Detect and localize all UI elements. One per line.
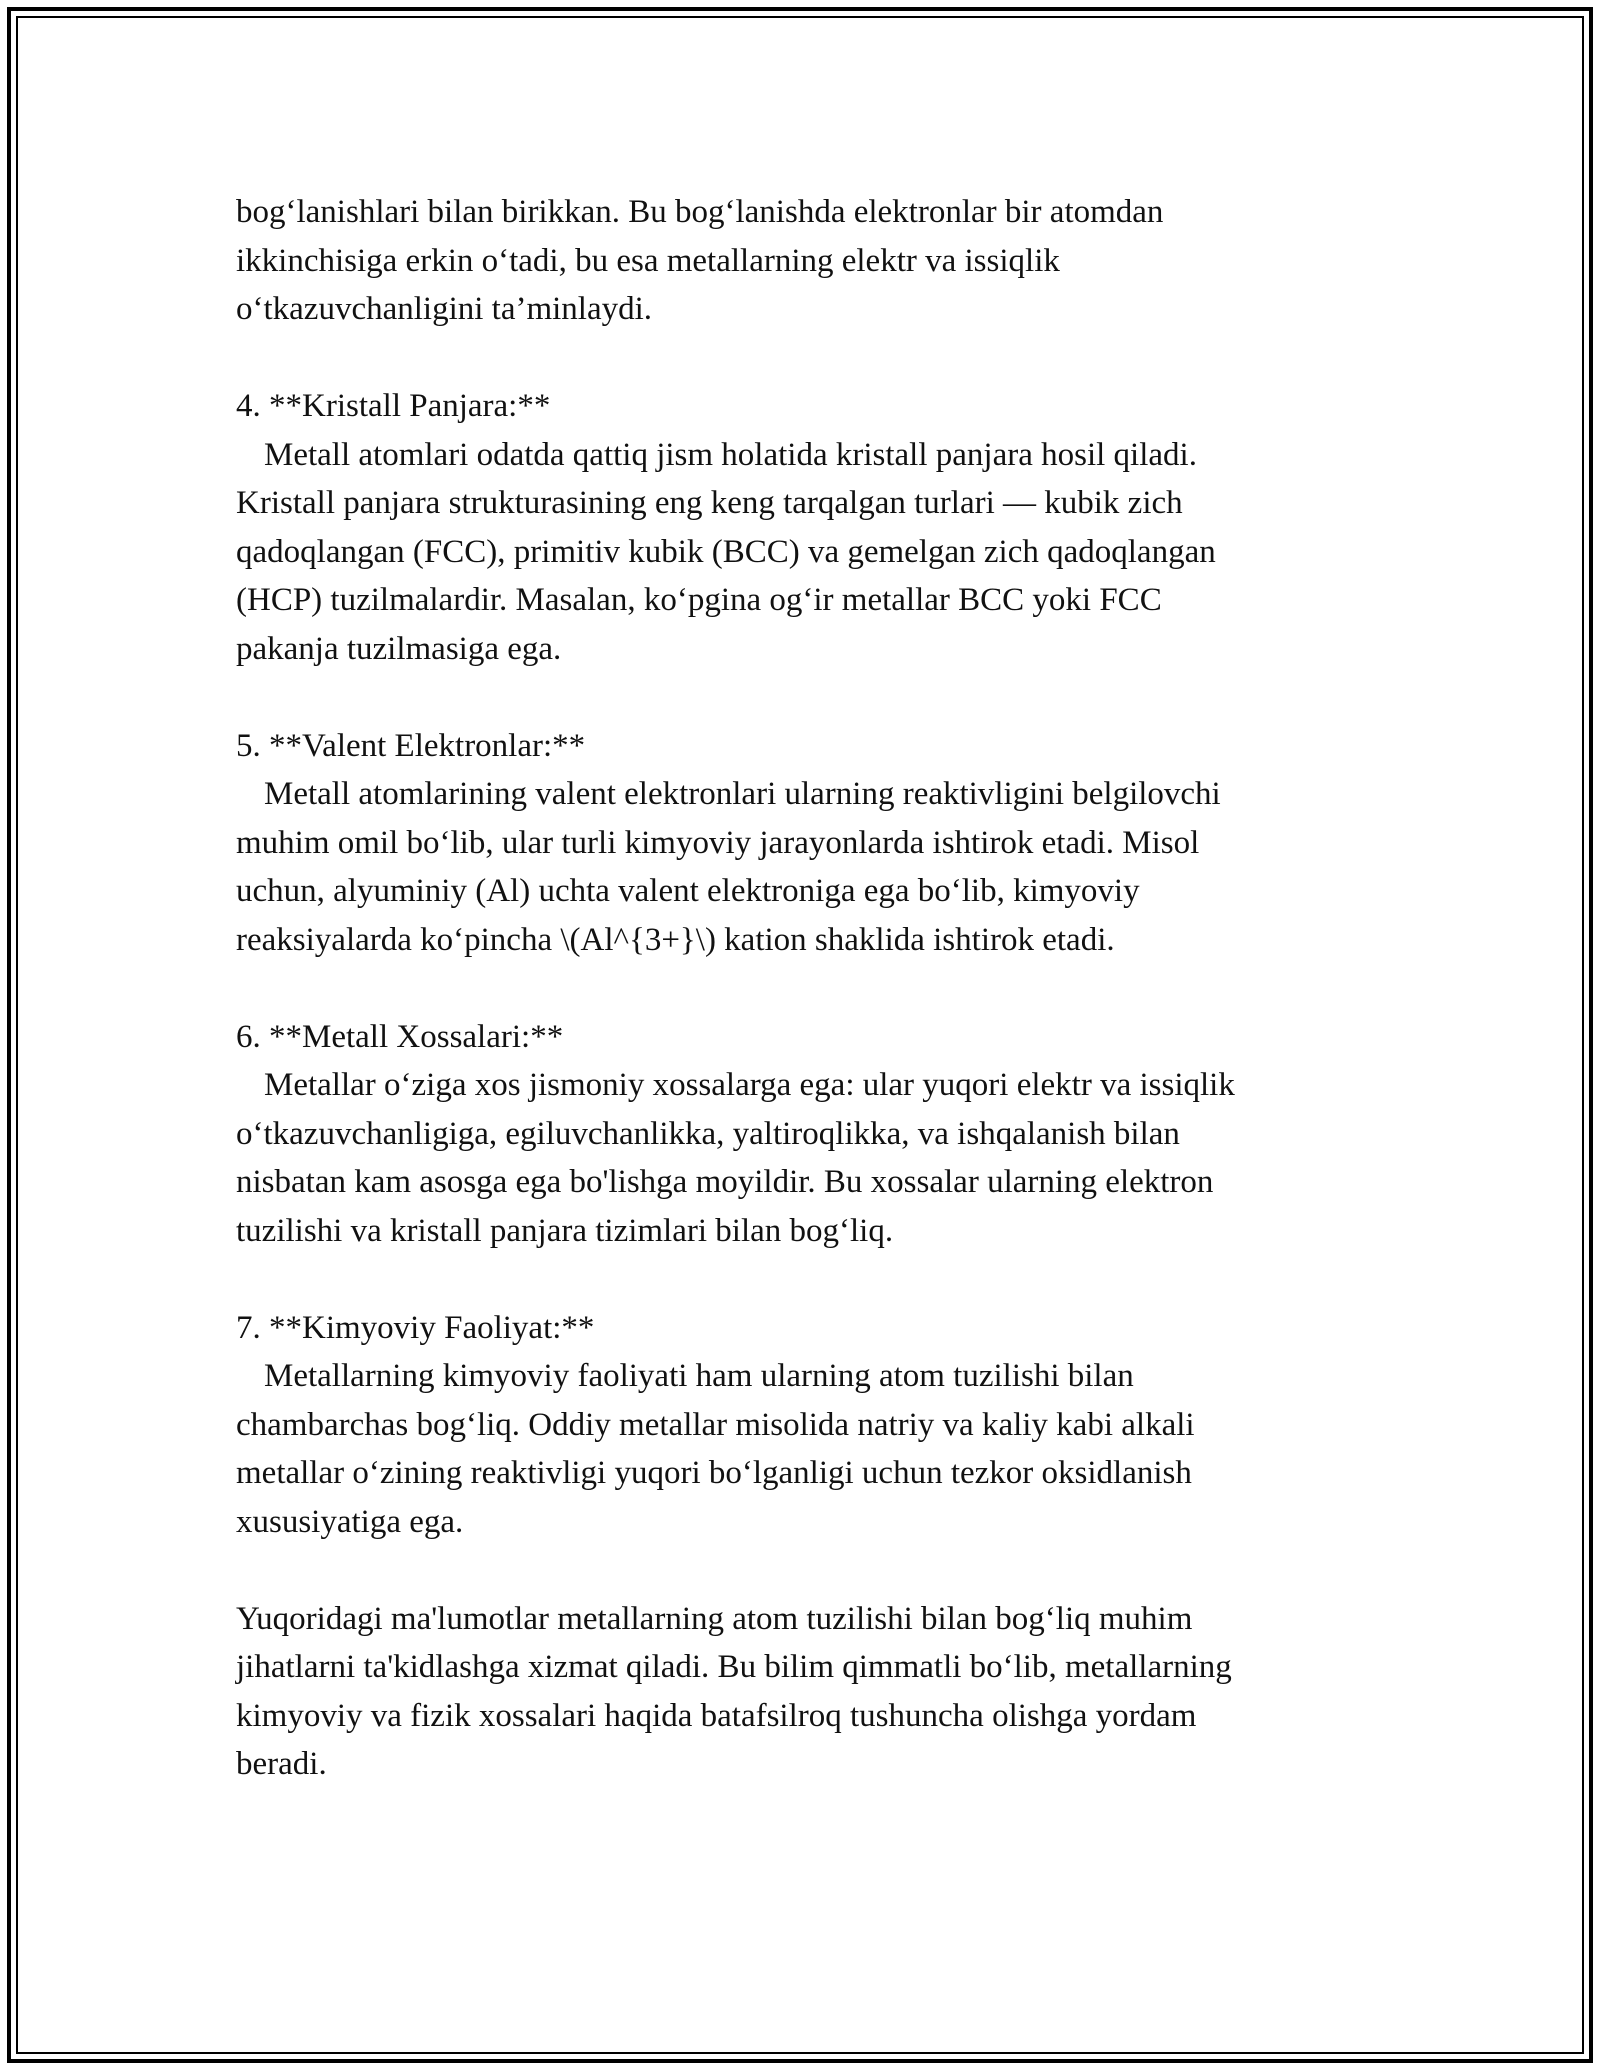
text-line: reaksiyalarda ko‘pincha \(Al^{3+}\) kation shaklida ishtirok etadi. [236,921,1115,958]
text-line: Metall atomlari odatda qattiq jism holatida kristall panjara hosil qiladi. [264,436,1197,473]
text-line: bog‘lanishlari bilan birikkan. Bu bog‘lanishda elektronlar bir atomdan [236,194,1164,230]
text-line: ikkinchisiga erkin o‘tadi, bu esa metallarning elektr va issiqlik [236,242,1060,279]
text-line: tuzilishi va kristall panjara tizimlari bilan bog‘liq. [236,1212,894,1249]
section-valent-elektronlar [236,722,1376,965]
text-line: Kristall panjara strukturasining eng keng tarqalgan turlari — kubik zich [236,485,1183,521]
text-line: Metallar o‘ziga xos jismoniy xossalarga ega: ular yuqori elektr va issiqlik [264,1067,1235,1103]
text-line: uchun, alyuminiy (Al) uchta valent elektroniga ega bo‘lib, kimyoviy [236,873,1140,909]
intro-paragraph [236,188,1376,334]
text-line: kimyoviy va fizik xossalari haqida batafsilroq tushuncha olishga yordam [236,1697,1197,1734]
text-line: jihatlarni ta'kidlashga xizmat qiladi. Bu bilim qimmatli bo‘lib, metallarning [236,1649,1232,1685]
document-body [236,188,1376,1789]
text-line: xususiyatiga ega. [236,1503,464,1540]
text-line: pakanja tuzilmasiga ega. [236,630,562,667]
section-heading: 4. **Kristall Panjara:** [236,388,551,424]
section-kristall-panjara [236,382,1376,673]
section-metall-xossalari [236,1013,1376,1256]
section-kimyoviy-faoliyat [236,1304,1376,1547]
text-line: qadoqlangan (FCC), primitiv kubik (BCC) va gemelgan zich qadoqlangan [236,533,1216,570]
text-line: (HCP) tuzilmalardir. Masalan, ko‘pgina og‘ir metallar BCC yoki FCC [236,582,1162,618]
section-heading: 6. **Metall Xossalari:** [236,1018,564,1055]
text-line: Metall atomlarining valent elektronlari ularning reaktivligini belgilovchi [264,776,1221,812]
text-line: o‘tkazuvchanligiga, egiluvchanlikka, yaltiroqlikka, va ishqalanish bilan [236,1115,1180,1152]
text-line: chambarchas bog‘liq. Oddiy metallar misolida natriy va kaliy kabi alkali [236,1406,1195,1443]
text-line: metallar o‘zining reaktivligi yuqori bo‘lganligi uchun tezkor oksidlanish [236,1455,1192,1491]
text-line: nisbatan kam asosga ega bo'lishga moyildir. Bu xossalar ularning elektron [236,1164,1214,1200]
text-line: o‘tkazuvchanligini ta’minlaydi. [236,291,653,327]
text-line: Yuqoridagi ma'lumotlar metallarning atom tuzilishi bilan bog‘liq muhim [236,1600,1193,1637]
conclusion-paragraph [236,1595,1376,1789]
text-line: beradi. [236,1746,327,1782]
text-line: muhim omil bo‘lib, ular turli kimyoviy jarayonlarda ishtirok etadi. Misol [236,824,1200,861]
section-heading: 7. **Kimyoviy Faoliyat:** [236,1309,595,1346]
section-heading: 5. **Valent Elektronlar:** [236,727,586,764]
text-line: Metallarning kimyoviy faoliyati ham ularning atom tuzilishi bilan [264,1358,1134,1394]
